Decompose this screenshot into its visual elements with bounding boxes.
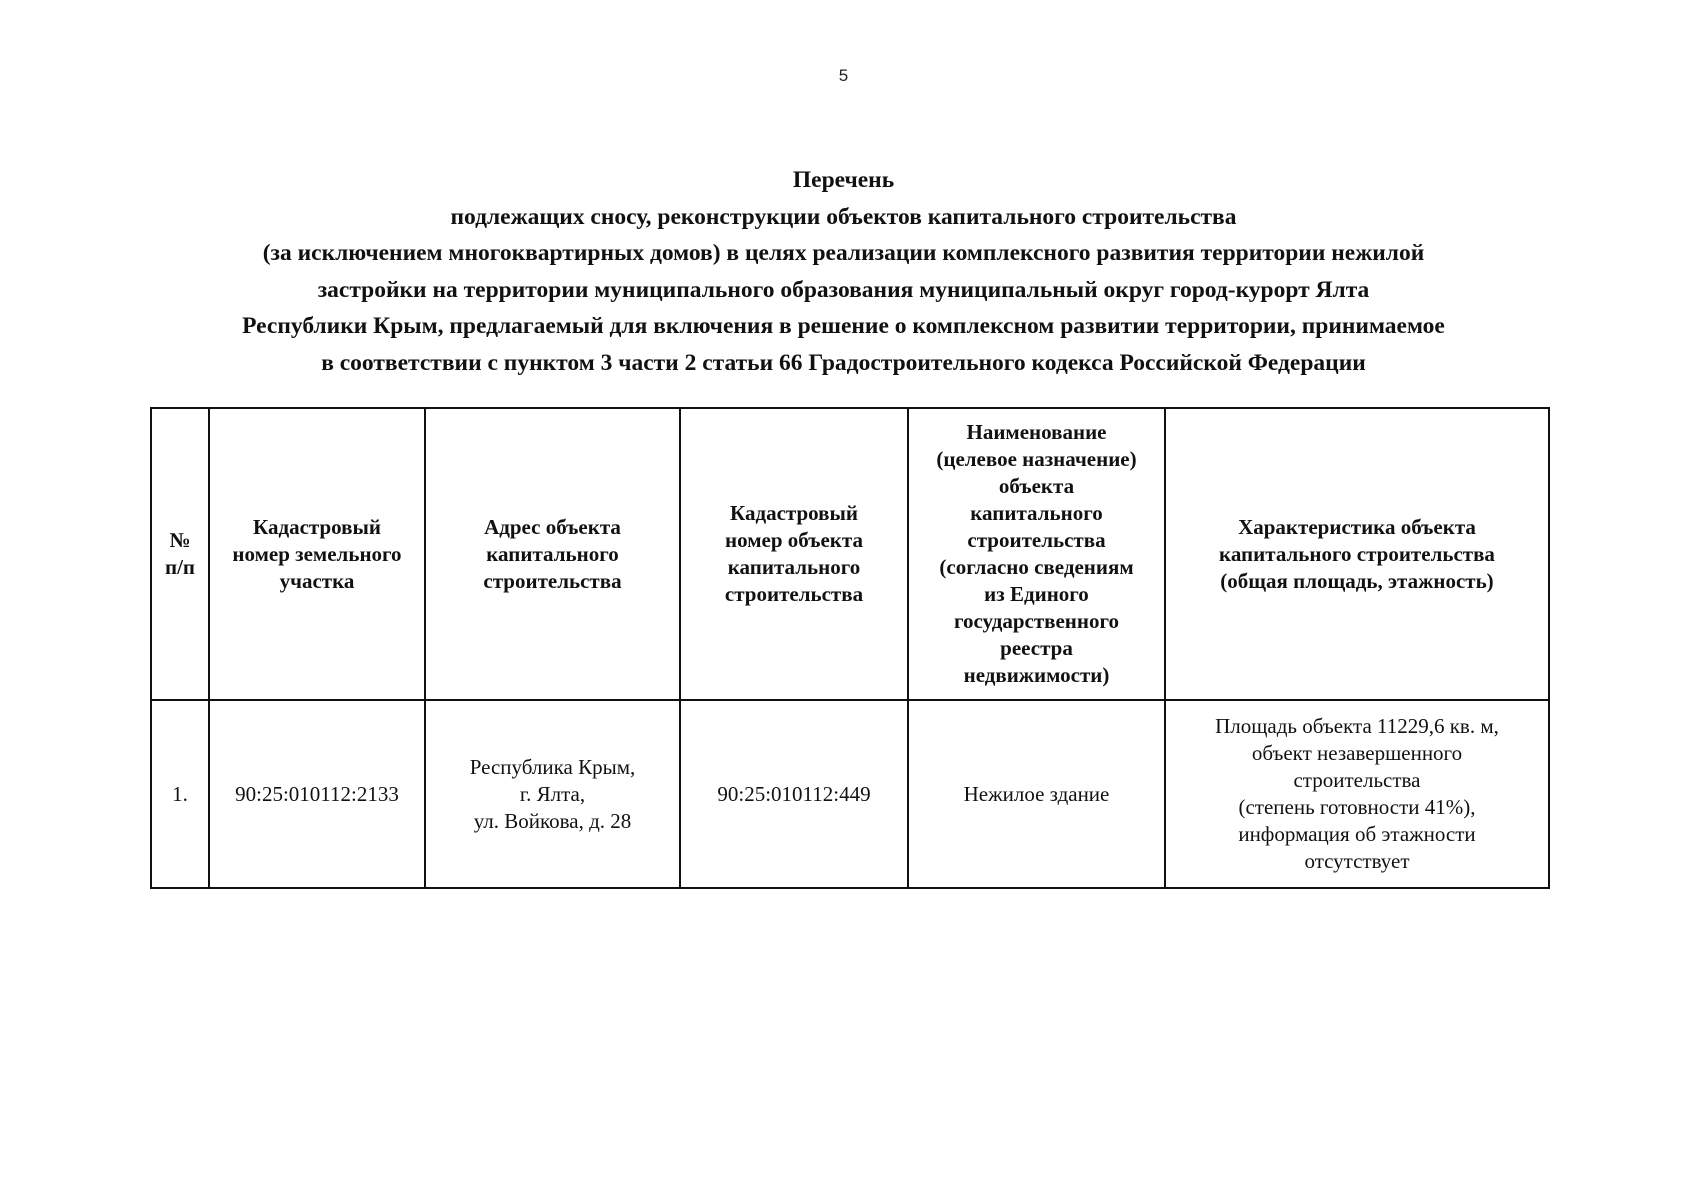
document-title <box>60 162 1627 381</box>
objects-table <box>150 407 1550 889</box>
cell-object-characteristics: Площадь объекта 11229,6 кв. м, объект незавершенного строительства (степень готовности 41%), информация об этажности отсутствует <box>1165 700 1549 888</box>
cell-object-cadastral-number: 90:25:010112:449 <box>680 700 908 888</box>
title-line: Республики Крым, предлагаемый для включения в решение о комплексном развитии территории, принимаемое <box>242 313 1445 339</box>
table-header-row <box>151 408 1549 700</box>
header-land-cadastral-number: Кадастровый номер земельного участка <box>209 408 425 700</box>
header-number: № п/п <box>151 408 209 700</box>
header-object-cadastral-number: Кадастровый номер объекта капитального строительства <box>680 408 908 700</box>
title-line: (за исключением многоквартирных домов) в целях реализации комплексного развития территории нежилой <box>262 240 1425 266</box>
table-row <box>151 700 1549 888</box>
title-line: застройки на территории муниципального образования муниципальный округ город-курорт Ялта <box>317 276 1370 303</box>
page-number: 5 <box>838 66 849 85</box>
title-line: подлежащих сносу, реконструкции объектов капитального строительства <box>450 203 1237 230</box>
header-object-name: Наименование (целевое назначение) объекта капитального строительства (согласно сведениям из Единого государственного реестра недвижимости) <box>908 408 1165 700</box>
cell-number: 1. <box>151 700 209 888</box>
cell-object-name: Нежилое здание <box>908 700 1165 888</box>
title-line: в соответствии с пунктом 3 части 2 статьи 66 Градостроительного кодекса Российской Федерации <box>321 349 1366 376</box>
header-object-address: Адрес объекта капитального строительства <box>425 408 680 700</box>
header-object-characteristics: Характеристика объекта капитального строительства (общая площадь, этажность) <box>1165 408 1549 700</box>
title-line: Перечень <box>792 167 895 193</box>
cell-land-cadastral-number: 90:25:010112:2133 <box>209 700 425 888</box>
cell-object-address: Республика Крым, г. Ялта, ул. Войкова, д. 28 <box>425 700 680 888</box>
